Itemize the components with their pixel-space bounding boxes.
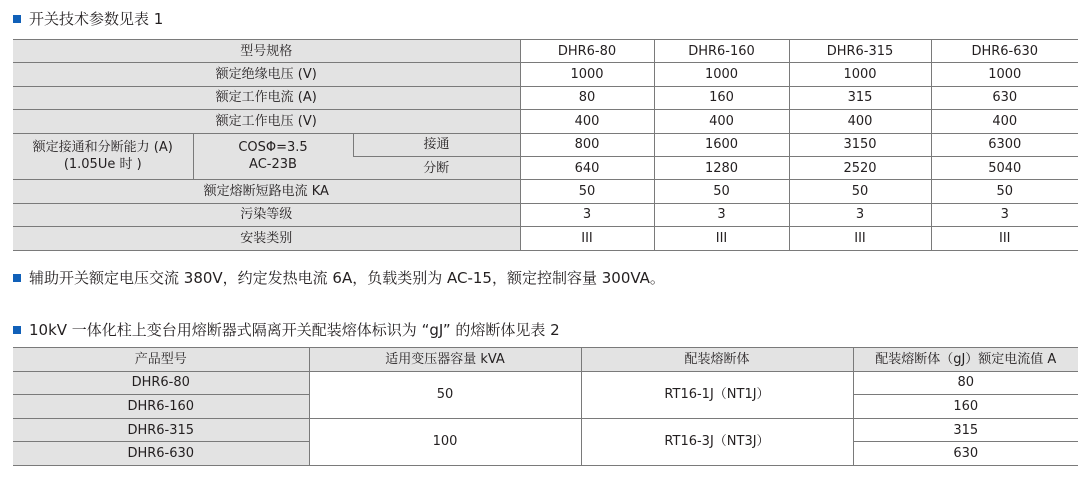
table-row [13, 371, 1078, 395]
table-header-row [13, 40, 1078, 63]
current-cell: 315 [853, 418, 1078, 442]
model-cell: DHR6-80 [13, 371, 309, 395]
table-row [13, 203, 1078, 226]
table-cell: 630 [931, 86, 1078, 109]
heading-text: 10kV 一体化柱上变台用熔断器式隔离开关配装熔体标识为 “gJ” 的熔断体见表 2 [29, 321, 560, 339]
table-cell: 3150 [789, 133, 931, 156]
table-cell: 3 [931, 203, 1078, 226]
make-label: 接通 [353, 133, 520, 156]
header-cell: 产品型号 [13, 348, 309, 372]
table-row [13, 418, 1078, 442]
table-cell: 2520 [789, 156, 931, 179]
table-row [13, 227, 1078, 250]
table-row [13, 63, 1078, 86]
row-label: 额定熔断短路电流 KA [13, 180, 520, 203]
model-cell: DHR6-160 [13, 395, 309, 419]
fuse-cell: RT16-1J（NT1J） [581, 371, 853, 418]
table-cell: 1600 [654, 133, 789, 156]
header-cell: 配装熔断体 [581, 348, 853, 372]
table-cell: 50 [931, 180, 1078, 203]
table-cell: 80 [520, 86, 654, 109]
table-cell: 50 [654, 180, 789, 203]
row-label: 额定工作电压 (V) [13, 110, 520, 133]
table-header-row [13, 348, 1078, 372]
switch-parameters-table [13, 39, 1078, 251]
table-cell: 6300 [931, 133, 1078, 156]
table-cell: 1000 [789, 63, 931, 86]
table-cell: III [520, 227, 654, 250]
table-cell: 400 [931, 110, 1078, 133]
row-label: 安装类别 [13, 227, 520, 250]
table-row [13, 86, 1078, 109]
heading-text: 开关技术参数见表 1 [29, 10, 164, 28]
table-cell: 3 [789, 203, 931, 226]
table-cell: 3 [654, 203, 789, 226]
table-cell: III [789, 227, 931, 250]
table-cell: 640 [520, 156, 654, 179]
bullet-square-icon [13, 15, 21, 23]
section-heading-table2 [13, 320, 560, 340]
table-row [13, 133, 1078, 156]
table-row [13, 110, 1078, 133]
capacity-cell: 100 [309, 418, 581, 465]
model-cell: DHR6-630 [13, 442, 309, 466]
table-cell: III [931, 227, 1078, 250]
table-cell: 5040 [931, 156, 1078, 179]
table-cell: 400 [520, 110, 654, 133]
table-cell: 160 [654, 86, 789, 109]
table-cell: 50 [520, 180, 654, 203]
label-line: 额定接通和分断能力 (A) [32, 140, 173, 156]
table-cell: 315 [789, 86, 931, 109]
table-cell: 1000 [654, 63, 789, 86]
table-cell: 50 [789, 180, 931, 203]
label-line: (1.05Ue 时 ) [63, 157, 142, 173]
row-label: 污染等级 [13, 203, 520, 226]
fuse-cell: RT16-3J（NT3J） [581, 418, 853, 465]
table-cell: 3 [520, 203, 654, 226]
header-cell: DHR6-160 [654, 40, 789, 63]
heading-text: 辅助开关额定电压交流 380V，约定发热电流 6A，负载类别为 AC-15，额定控制容量 300VA。 [29, 269, 665, 287]
header-cell: 型号规格 [13, 40, 520, 63]
label-line: COSΦ=3.5 [238, 140, 308, 156]
section-heading-table1 [13, 9, 163, 29]
table-cell: 400 [789, 110, 931, 133]
table-cell: 800 [520, 133, 654, 156]
model-cell: DHR6-315 [13, 418, 309, 442]
table-row [13, 180, 1078, 203]
current-cell: 160 [853, 395, 1078, 419]
header-cell: DHR6-80 [520, 40, 654, 63]
table-cell: 1000 [931, 63, 1078, 86]
row-label: 额定绝缘电压 (V) [13, 63, 520, 86]
header-cell: DHR6-630 [931, 40, 1078, 63]
header-cell: 适用变压器容量 kVA [309, 348, 581, 372]
header-cell: 配装熔断体（gJ）额定电流值 A [853, 348, 1078, 372]
table-cell: 400 [654, 110, 789, 133]
auxiliary-switch-note [13, 268, 665, 288]
capacity-cell: 50 [309, 371, 581, 418]
header-cell: DHR6-315 [789, 40, 931, 63]
bullet-square-icon [13, 326, 21, 334]
table-cell: III [654, 227, 789, 250]
table-cell: 1280 [654, 156, 789, 179]
table-cell: 1000 [520, 63, 654, 86]
bullet-square-icon [13, 274, 21, 282]
condition-label [193, 133, 353, 180]
making-breaking-label [13, 133, 193, 180]
current-cell: 630 [853, 442, 1078, 466]
break-label: 分断 [353, 156, 520, 179]
label-line: AC-23B [249, 157, 297, 173]
current-cell: 80 [853, 371, 1078, 395]
fuse-selection-table [13, 347, 1078, 466]
row-label: 额定工作电流 (A) [13, 86, 520, 109]
